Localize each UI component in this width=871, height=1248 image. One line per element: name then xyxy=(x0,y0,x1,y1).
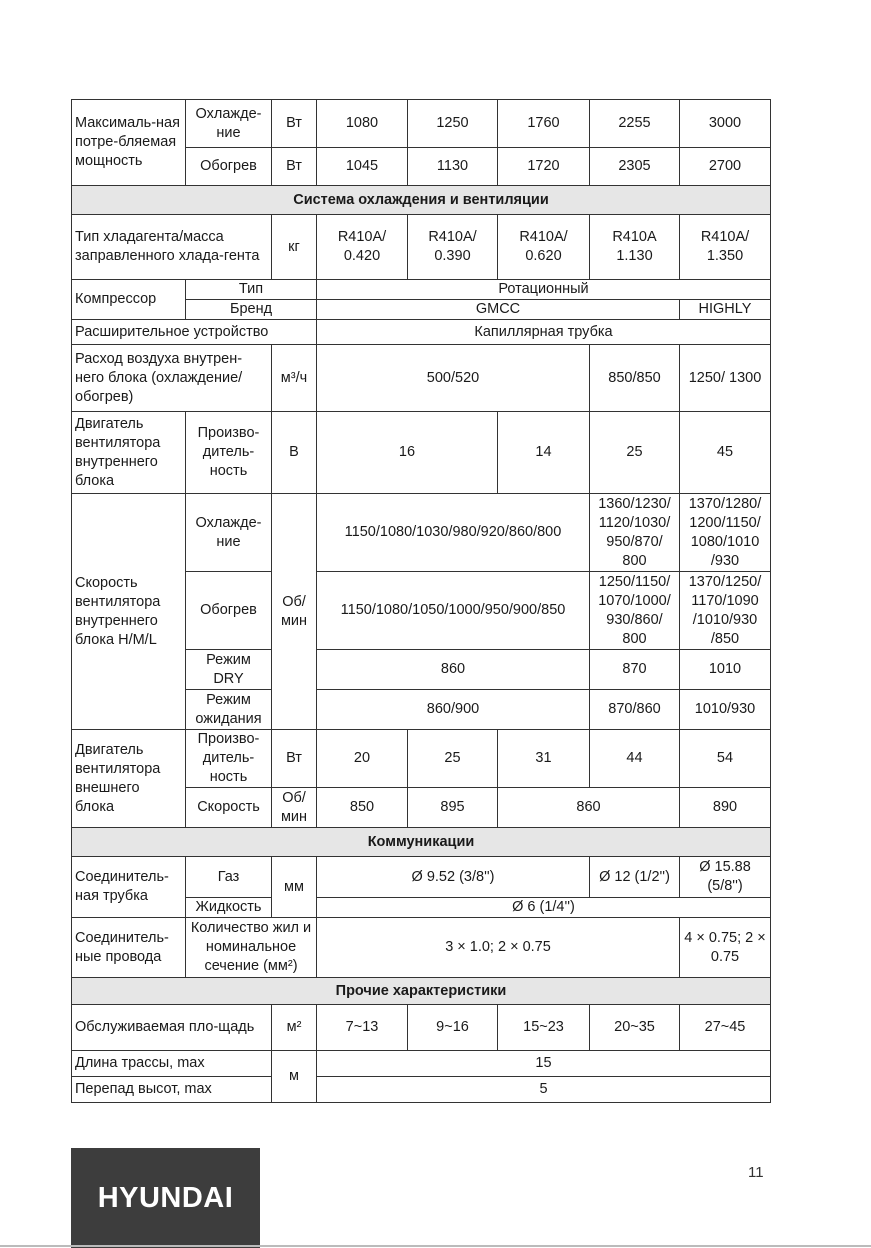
table-row xyxy=(72,1051,771,1077)
outdoor-motor-speed-unit: Об/ мин xyxy=(272,788,317,828)
airflow-value: 500/520 xyxy=(317,345,590,412)
outdoor-motor-label: Двигатель вентилятора внешнего блока xyxy=(72,730,186,828)
table-row xyxy=(72,100,771,148)
outdoor-motor-speed-value: 890 xyxy=(680,788,771,828)
wires-label: Соединитель-ные провода xyxy=(72,918,186,978)
power-unit: Вт xyxy=(272,100,317,148)
pipe-unit: мм xyxy=(272,857,317,918)
refrigerant-value: R410A 1.130 xyxy=(590,215,680,280)
area-value: 7~13 xyxy=(317,1005,408,1051)
airflow-value: 850/850 xyxy=(590,345,680,412)
brand-logo: HYUNDAI xyxy=(71,1148,260,1248)
refrigerant-value: R410A/ 0.420 xyxy=(317,215,408,280)
power-heat-value: 1720 xyxy=(498,148,590,186)
indoor-motor-label: Двигатель вентилятора внутреннего блока xyxy=(72,412,186,494)
power-cool-value: 1080 xyxy=(317,100,408,148)
section-cooling-title: Система охлаждения и вентиляции xyxy=(72,186,771,215)
outdoor-motor-power-value: 20 xyxy=(317,730,408,788)
wires-value: 3 × 1.0; 2 × 0.75 xyxy=(317,918,680,978)
fan-speed-dry-label: Режим DRY xyxy=(186,650,272,690)
pipe-liquid-label: Жидкость xyxy=(186,898,272,918)
power-heat-value: 1130 xyxy=(408,148,498,186)
power-unit: Вт xyxy=(272,148,317,186)
section-comm-title: Коммуникации xyxy=(72,828,771,857)
power-cool-value: 1760 xyxy=(498,100,590,148)
compressor-brand-value: HIGHLY xyxy=(680,300,771,320)
fan-speed-heat-value: 1370/1250/ 1170/1090 /1010/930 /850 xyxy=(680,572,771,650)
area-value: 20~35 xyxy=(590,1005,680,1051)
power-heat-value: 2305 xyxy=(590,148,680,186)
fan-speed-label: Скорость вентилятора внутреннего блока H/M/L xyxy=(72,494,186,730)
pipe-liquid-value: Ø 6 (1/4'') xyxy=(317,898,771,918)
fan-speed-standby-label: Режим ожидания xyxy=(186,690,272,730)
fan-speed-standby-value: 1010/930 xyxy=(680,690,771,730)
fan-speed-dry-value: 1010 xyxy=(680,650,771,690)
outdoor-motor-speed-value: 860 xyxy=(498,788,680,828)
table-row xyxy=(72,345,771,412)
fan-speed-cool-value: 1370/1280/ 1200/1150/ 1080/1010 /930 xyxy=(680,494,771,572)
section-header-row xyxy=(72,828,771,857)
indoor-motor-value: 25 xyxy=(590,412,680,494)
power-cool-label: Охлажде-ние xyxy=(186,100,272,148)
compressor-label: Компрессор xyxy=(72,280,186,320)
area-value: 27~45 xyxy=(680,1005,771,1051)
refrigerant-unit: кг xyxy=(272,215,317,280)
airflow-unit: м³/ч xyxy=(272,345,317,412)
height-diff-value: 5 xyxy=(317,1077,771,1103)
outdoor-motor-speed-value: 850 xyxy=(317,788,408,828)
fan-speed-standby-value: 870/860 xyxy=(590,690,680,730)
table-row xyxy=(72,730,771,788)
section-header-row xyxy=(72,186,771,215)
table-row xyxy=(72,412,771,494)
outdoor-motor-speed-label: Скорость xyxy=(186,788,272,828)
route-length-value: 15 xyxy=(317,1051,771,1077)
refrigerant-value: R410A/ 1.350 xyxy=(680,215,771,280)
table-row xyxy=(72,857,771,898)
outdoor-motor-power-label: Произво-дитель-ность xyxy=(186,730,272,788)
outdoor-motor-power-value: 44 xyxy=(590,730,680,788)
area-unit: м² xyxy=(272,1005,317,1051)
fan-speed-cool-value: 1150/1080/1030/980/920/860/800 xyxy=(317,494,590,572)
fan-speed-cool-label: Охлажде-ние xyxy=(186,494,272,572)
table-row xyxy=(72,494,771,572)
fan-speed-heat-value: 1150/1080/1050/1000/950/900/850 xyxy=(317,572,590,650)
area-label: Обслуживаемая пло-щадь xyxy=(72,1005,272,1051)
wires-value: 4 × 0.75; 2 × 0.75 xyxy=(680,918,771,978)
area-value: 9~16 xyxy=(408,1005,498,1051)
indoor-motor-unit: В xyxy=(272,412,317,494)
outdoor-motor-power-value: 25 xyxy=(408,730,498,788)
power-heat-value: 2700 xyxy=(680,148,771,186)
power-heat-value: 1045 xyxy=(317,148,408,186)
power-heat-label: Обогрев xyxy=(186,148,272,186)
pipe-gas-label: Газ xyxy=(186,857,272,898)
compressor-brand-label: Бренд xyxy=(186,300,317,320)
power-cool-value: 2255 xyxy=(590,100,680,148)
bottom-divider xyxy=(0,1245,871,1247)
airflow-value: 1250/ 1300 xyxy=(680,345,771,412)
fan-speed-unit: Об/ мин xyxy=(272,494,317,730)
outdoor-motor-power-value: 54 xyxy=(680,730,771,788)
pipe-gas-value: Ø 9.52 (3/8'') xyxy=(317,857,590,898)
power-cool-value: 1250 xyxy=(408,100,498,148)
pipe-gas-value: Ø 12 (1/2'') xyxy=(590,857,680,898)
indoor-motor-value: 45 xyxy=(680,412,771,494)
height-diff-label: Перепад высот, max xyxy=(72,1077,272,1103)
outdoor-motor-power-unit: Вт xyxy=(272,730,317,788)
indoor-motor-sub: Произво-дитель-ность xyxy=(186,412,272,494)
expansion-label: Расширительное устройство xyxy=(72,320,317,345)
fan-speed-heat-value: 1250/1150/ 1070/1000/ 930/860/ 800 xyxy=(590,572,680,650)
pipe-label: Соединитель-ная трубка xyxy=(72,857,186,918)
table-row xyxy=(72,1005,771,1051)
expansion-value: Капиллярная трубка xyxy=(317,320,771,345)
table-row xyxy=(72,215,771,280)
area-value: 15~23 xyxy=(498,1005,590,1051)
route-length-label: Длина трассы, max xyxy=(72,1051,272,1077)
fan-speed-heat-label: Обогрев xyxy=(186,572,272,650)
compressor-type-value: Ротационный xyxy=(317,280,771,300)
refrigerant-label: Тип хладагента/масса заправленного хлада-гента xyxy=(72,215,272,280)
fan-speed-cool-value: 1360/1230/ 1120/1030/ 950/870/ 800 xyxy=(590,494,680,572)
outdoor-motor-power-value: 31 xyxy=(498,730,590,788)
compressor-type-label: Тип xyxy=(186,280,317,300)
fan-speed-dry-value: 870 xyxy=(590,650,680,690)
indoor-motor-value: 16 xyxy=(317,412,498,494)
power-label: Максималь-ная потре-бляемая мощность xyxy=(72,100,186,186)
fan-speed-dry-value: 860 xyxy=(317,650,590,690)
fan-speed-standby-value: 860/900 xyxy=(317,690,590,730)
length-unit: м xyxy=(272,1051,317,1103)
spec-table xyxy=(71,99,771,1103)
outdoor-motor-speed-value: 895 xyxy=(408,788,498,828)
refrigerant-value: R410A/ 0.390 xyxy=(408,215,498,280)
compressor-brand-value: GMCC xyxy=(317,300,680,320)
table-row xyxy=(72,320,771,345)
table-row xyxy=(72,280,771,300)
section-header-row xyxy=(72,978,771,1005)
power-cool-value: 3000 xyxy=(680,100,771,148)
refrigerant-value: R410A/ 0.620 xyxy=(498,215,590,280)
indoor-motor-value: 14 xyxy=(498,412,590,494)
wires-sub: Количество жил и номинальное сечение (мм²) xyxy=(186,918,317,978)
airflow-label: Расход воздуха внутрен-него блока (охлаждение/ обогрев) xyxy=(72,345,272,412)
page-number: 11 xyxy=(748,1164,764,1181)
pipe-gas-value: Ø 15.88 (5/8'') xyxy=(680,857,771,898)
section-other-title: Прочие характеристики xyxy=(72,978,771,1005)
table-row xyxy=(72,918,771,978)
table-row xyxy=(72,1077,771,1103)
